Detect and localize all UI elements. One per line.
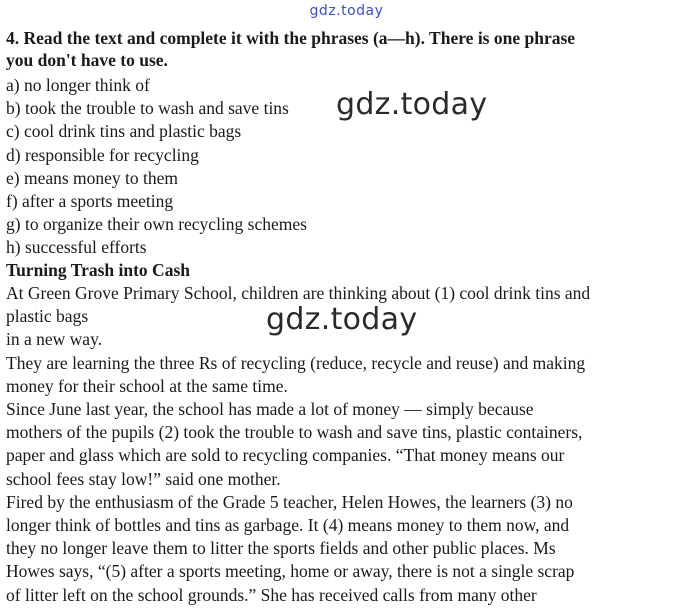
task-heading-line-2: you don't have to use.	[6, 50, 168, 70]
option-b: b) took the trouble to wash and save tins	[6, 98, 289, 119]
option-e: e) means money to them	[6, 167, 179, 188]
article-line: of litter left on the school grounds.” She has received calls from many other	[6, 584, 537, 605]
article-line: plastic bags	[6, 306, 89, 327]
option-f: f) after a sports meeting	[6, 191, 174, 212]
option-d: d) responsible for recycling	[6, 144, 199, 165]
article-line: money for their school at the same time.	[6, 375, 288, 396]
watermark-inline-2: gdz.today	[266, 302, 418, 337]
article-line: They are learning the three Rs of recycling (reduce, recycle and reuse) and making	[6, 352, 586, 373]
article-line: they no longer leave them to litter the sports fields and other public places. Ms	[6, 538, 556, 559]
article-line: Fired by the enthusiasm of the Grade 5 teacher, Helen Howes, the learners (3) no	[6, 491, 573, 512]
article-line: in a new way.	[6, 329, 103, 350]
phrase-options-list	[6, 74, 307, 260]
option-a: a) no longer think of	[6, 75, 150, 95]
option-c: c) cool drink tins and plastic bags	[6, 121, 242, 142]
article-line: Howes says, “(5) after a sports meeting, home or away, there is not a single scrap	[6, 561, 575, 582]
article-line: longer think of bottles and tins as garbage. It (4) means money to them now, and	[6, 515, 570, 536]
article-line: mothers of the pupils (2) took the trouble to wash and save tins, plastic containers,	[6, 422, 583, 443]
task-heading-line-1: 4. Read the text and complete it with the phrases (a—h). There is one phrase	[6, 28, 576, 48]
watermark-top: gdz.today	[309, 3, 384, 19]
option-h: h) successful efforts	[6, 237, 147, 258]
article-title: Turning Trash into Cash	[6, 260, 190, 280]
article-line: At Green Grove Primary School, children are thinking about (1) cool drink tins and	[6, 283, 591, 303]
option-g: g) to organize their own recycling schemes	[6, 214, 307, 235]
task-heading	[6, 27, 690, 71]
article-line: Since June last year, the school has made a lot of money — simply because	[6, 399, 534, 420]
article-line: school fees stay low!” said one mother.	[6, 468, 281, 489]
watermark-inline-1: gdz.today	[336, 87, 488, 122]
article-line: paper and glass which are sold to recycling companies. “That money means our	[6, 445, 565, 466]
